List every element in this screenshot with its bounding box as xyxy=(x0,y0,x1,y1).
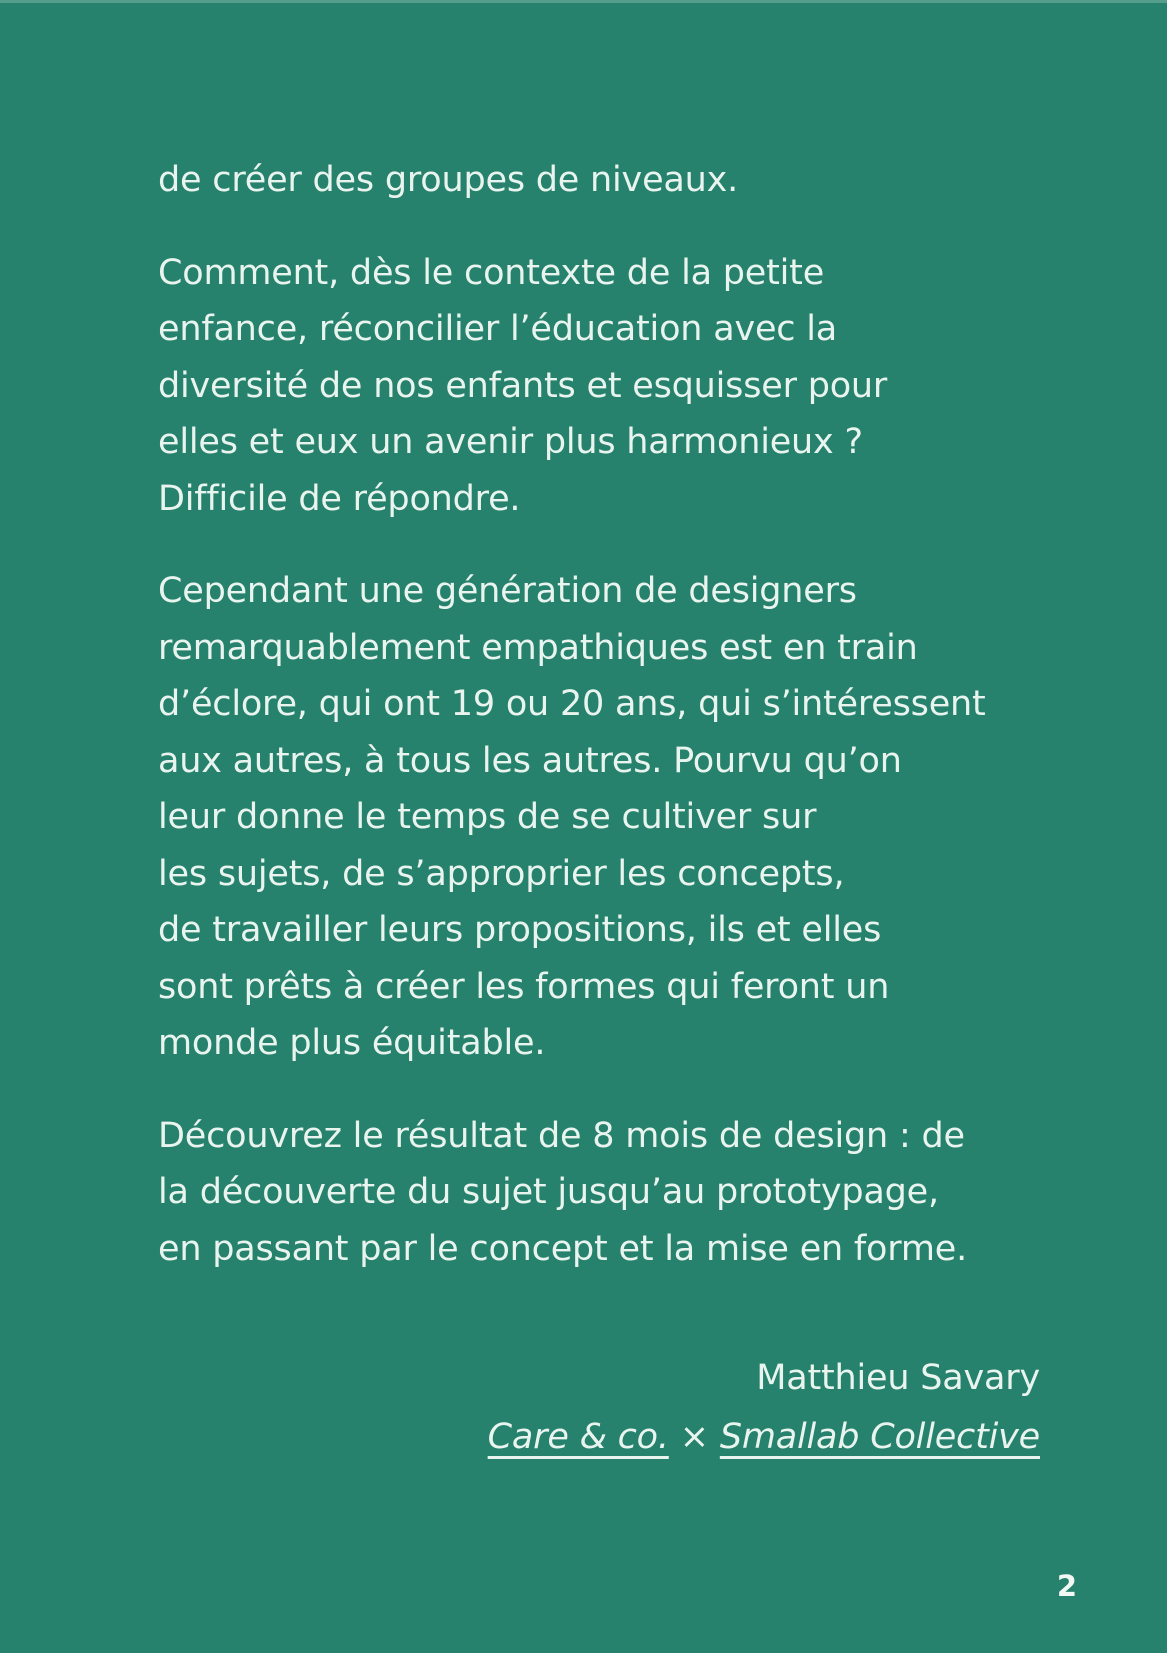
smallab-collective-link[interactable]: Smallab Collective xyxy=(719,1417,1040,1457)
text-line: d’éclore, qui ont 19 ou 20 ans, qui s’intéressent xyxy=(158,684,986,724)
text-line: Cependant une génération de designers xyxy=(158,571,857,611)
text-line: Découvrez le résultat de 8 mois de design : de xyxy=(158,1115,965,1156)
cross-separator: × xyxy=(679,1417,709,1457)
care-and-co-link[interactable]: Care & co. xyxy=(487,1417,669,1457)
text-line: aux autres, à tous les autres. Pourvu qu’on xyxy=(158,740,902,781)
page-number: 2 xyxy=(1056,1569,1077,1603)
text-line: leur donne le temps de se cultiver sur xyxy=(158,797,817,837)
text-line: enfance, réconcilier l’éducation avec la xyxy=(158,309,838,349)
text-line: la découverte du sujet jusqu’au prototypage, xyxy=(158,1172,939,1212)
text-line: sont prêts à créer les formes qui feront un xyxy=(158,966,890,1007)
text-line: elles et eux un avenir plus harmonieux ? xyxy=(158,422,863,462)
paragraph-3 xyxy=(158,563,1040,1072)
text-line: de créer des groupes de niveaux. xyxy=(158,160,739,200)
signature-block xyxy=(158,1349,1040,1467)
page-text-block xyxy=(158,152,1040,1467)
text-line: en passant par le concept et la mise en forme. xyxy=(158,1228,967,1269)
paragraph-1 xyxy=(158,152,1040,209)
text-line: les sujets, de s’approprier les concepts, xyxy=(158,853,845,894)
text-line: Comment, dès le contexte de la petite xyxy=(158,252,825,293)
paragraph-4 xyxy=(158,1108,1040,1278)
author-name: Matthieu Savary xyxy=(756,1358,1040,1398)
organisations-line xyxy=(158,1408,1040,1467)
text-line: de travailler leurs propositions, ils et elles xyxy=(158,910,882,950)
text-line: monde plus équitable. xyxy=(158,1023,546,1063)
text-line: diversité de nos enfants et esquisser pour xyxy=(158,365,888,406)
page-top-edge xyxy=(0,0,1167,3)
paragraph-2 xyxy=(158,245,1040,528)
text-line: Difficile de répondre. xyxy=(158,478,521,519)
text-line: remarquablement empathiques est en train xyxy=(158,627,918,668)
